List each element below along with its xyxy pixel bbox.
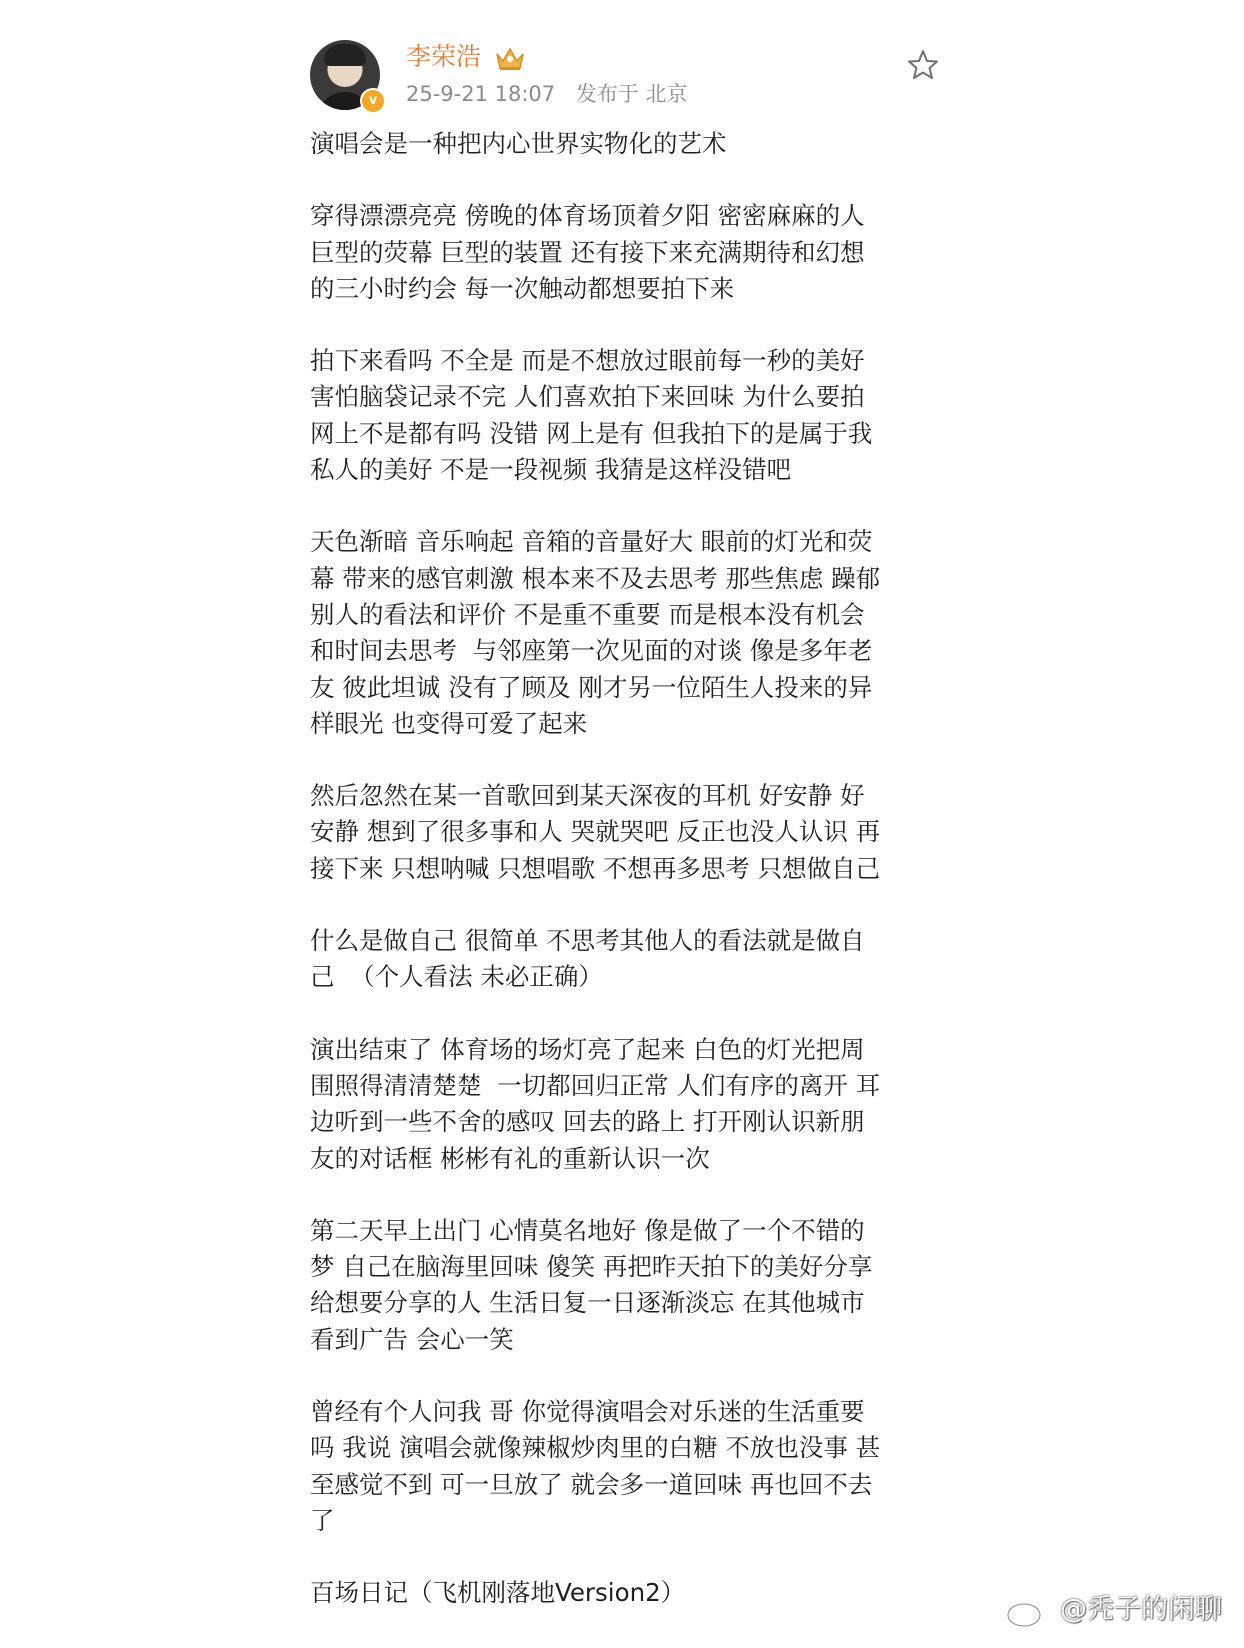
post-paragraph: 演出结束了 体育场的场灯亮了起来 白色的灯光把周 围照得清清楚楚 一切都回归正常 人们有序的离开 耳 边听到一些不舍的感叹 回去的路上 打开刚认识新朋 友的对话框 彬彬有礼的重新认识一次 [310,1034,881,1173]
post-paragraph: 第二天早上出门 心情莫名地好 像是做了一个不错的 梦 自己在脑海里回味 傻笑 再把昨天拍下的美好分享 给想要分享的人 生活日复一日逐渐淡忘 在其他城市 看到广告 会心一笑 [310,1215,873,1354]
post-paragraph: 什么是做自己 很简单 不思考其他人的看法就是做自 己 （个人看法 未必正确） [310,926,865,992]
post-meta [406,78,702,110]
post-paragraph: 天色渐暗 音乐响起 音箱的音量好大 眼前的灯光和荧 幕 带来的感官刺激 根本来不及去思考 那些焦虑 躁郁 别人的看法和评价 不是重不重要 而是根本没有机会 和时间去思考 与邻座第一次见面的对谈 像是多年老 友 彼此坦诚 没有了顾及 刚才另一位陌生人投来的异 样眼光 也变得可爱了起来 [310,527,881,738]
crown-icon [494,44,526,72]
post-content [310,126,950,1648]
avatar-hair [324,44,366,66]
post-paragraph: 曾经有个人问我 哥 你觉得演唱会对乐迷的生活重要 吗 我说 演唱会就像辣椒炒肉里的白糖 不放也没事 甚 至感觉不到 可一旦放了 就会多一道回味 再也回不去 了 [310,1397,881,1535]
watermark [1005,1588,1222,1632]
post-timestamp: 25-9-21 18:07 [406,82,556,106]
author-name[interactable]: 李荣浩 [406,42,482,71]
watermark-text: @秃子的闲聊 [1060,1594,1222,1625]
post-paragraph: 穿得漂漂亮亮 傍晚的体育场顶着夕阳 密密麻麻的人 巨型的荧幕 巨型的装置 还有接下来充满期待和幻想 的三小时约会 每一次触动都想要拍下来 [310,201,865,303]
post-paragraph: 拍下来看吗 不全是 而是不想放过眼前每一秒的美好 害怕脑袋记录不完 人们喜欢拍下来回味 为什么要拍 网上不是都有吗 没错 网上是有 但我拍下的是属于我 私人的美好 不是一段视频 我猜是这样没错吧 [310,346,873,485]
weibo-logo-icon [1005,1593,1049,1629]
post-location: 发布于 北京 [575,82,688,106]
star-icon[interactable] [906,48,940,82]
post-header [310,40,950,120]
post-paragraph: 百场日记（飞机刚落地Version2） [310,1578,686,1608]
post-paragraph: 然后忽然在某一首歌回到某天深夜的耳机 好安静 好 安静 想到了很多事和人 哭就哭吧 反正也没人认识 再 接下来 只想呐喊 只想唱歌 不想再多思考 只想做自己 [310,781,881,883]
post-paragraph: 演唱会是一种把内心世界实物化的艺术 [310,129,727,158]
verified-badge-icon: v [360,88,386,114]
